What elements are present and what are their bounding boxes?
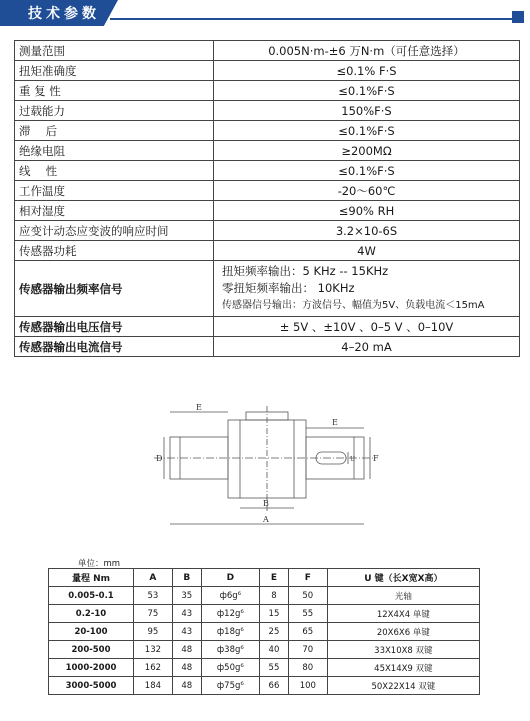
- spec-value: ≤0.1%F·S: [214, 81, 520, 101]
- dimension-cell: ф18g⁶: [201, 623, 259, 641]
- dimension-row: [49, 641, 480, 659]
- dimension-cell: 45X14X9 双键: [327, 659, 479, 677]
- dimension-cell: 20X6X6 单键: [327, 623, 479, 641]
- dim-label-b: B: [263, 499, 269, 508]
- spec-label: 传感器功耗: [15, 241, 214, 261]
- dimension-cell: 35: [172, 587, 201, 605]
- frequency-signal-line3: 传感器信号输出：方波信号、幅值为5V、负载电流＜15mA: [222, 300, 485, 311]
- spec-row-frequency-signal: [15, 261, 520, 317]
- dimension-cell: 100: [288, 677, 327, 695]
- dimension-cell: ф6g⁶: [201, 587, 259, 605]
- spec-row: [15, 161, 520, 181]
- spec-label: 传感器输出频率信号: [15, 261, 214, 317]
- dimension-header: 量程 Nm: [49, 569, 134, 587]
- dimension-row: [49, 677, 480, 695]
- dimension-cell: 48: [172, 677, 201, 695]
- dimension-cell: 48: [172, 659, 201, 677]
- dim-label-e-left: E: [196, 403, 202, 412]
- spec-row-voltage-signal: [15, 317, 520, 337]
- dimension-cell: 20-100: [49, 623, 134, 641]
- dimension-header-row: [49, 569, 480, 587]
- dimension-header: B: [172, 569, 201, 587]
- dimension-cell: 53: [134, 587, 173, 605]
- dimension-cell: 0.005-0.1: [49, 587, 134, 605]
- spec-value: 150%F·S: [214, 101, 520, 121]
- dimension-cell: 66: [259, 677, 288, 695]
- dimension-cell: 55: [259, 659, 288, 677]
- dimension-row: [49, 587, 480, 605]
- dimension-cell: 70: [288, 641, 327, 659]
- section-header: [0, 0, 530, 26]
- spec-row: [15, 81, 520, 101]
- spec-label: 工作温度: [15, 181, 214, 201]
- dimension-cell: 43: [172, 605, 201, 623]
- dimension-row: [49, 605, 480, 623]
- spec-value: 4–20 mA: [214, 337, 520, 357]
- dimension-cell: 8: [259, 587, 288, 605]
- spec-table: [14, 40, 520, 357]
- spec-value: 0.005N·m-±6 万N·m（可任意选择）: [214, 41, 520, 61]
- dimension-header: F: [288, 569, 327, 587]
- dimension-table: [48, 568, 480, 695]
- spec-label: 应变计动态应变波的响应时间: [15, 221, 214, 241]
- spec-value: ≤0.1%F·S: [214, 161, 520, 181]
- dimension-cell: 0.2-10: [49, 605, 134, 623]
- spec-row: [15, 121, 520, 141]
- spec-value: ≥200MΩ: [214, 141, 520, 161]
- spec-value: 4W: [214, 241, 520, 261]
- spec-value: ≤90% RH: [214, 201, 520, 221]
- spec-row: [15, 221, 520, 241]
- dimension-cell: 15: [259, 605, 288, 623]
- spec-row: [15, 41, 520, 61]
- dimension-cell: 50: [288, 587, 327, 605]
- spec-value: ≤0.1%F·S: [214, 121, 520, 141]
- frequency-signal-line1: 扭矩频率输出：5 KHz -- 15KHz: [222, 264, 389, 278]
- dimension-cell: 25: [259, 623, 288, 641]
- dimension-cell: ф75g⁶: [201, 677, 259, 695]
- spec-value: ± 5V 、±10V 、0–5 V 、0–10V: [214, 317, 520, 337]
- dimension-cell: ф50g⁶: [201, 659, 259, 677]
- spec-label: 绝缘电阻: [15, 141, 214, 161]
- spec-row: [15, 101, 520, 121]
- dimension-cell: 95: [134, 623, 173, 641]
- spec-label: 相对湿度: [15, 201, 214, 221]
- dimension-cell: 1000-2000: [49, 659, 134, 677]
- spec-label: 滞 后: [15, 121, 214, 141]
- dim-label-d: D: [156, 454, 163, 463]
- spec-label: 过载能力: [15, 101, 214, 121]
- spec-row-current-signal: [15, 337, 520, 357]
- sensor-dimension-diagram: [150, 402, 380, 537]
- dimension-header: A: [134, 569, 173, 587]
- spec-label: 传感器输出电流信号: [15, 337, 214, 357]
- dimension-cell: 65: [288, 623, 327, 641]
- section-title: 技术参数: [28, 6, 100, 22]
- dimension-cell: 55: [288, 605, 327, 623]
- spec-label: 传感器输出电压信号: [15, 317, 214, 337]
- spec-row: [15, 241, 520, 261]
- dimension-cell: 43: [172, 623, 201, 641]
- header-square-icon: [512, 11, 524, 23]
- dimension-cell: 33X10X8 双键: [327, 641, 479, 659]
- dim-label-e-right: E: [332, 418, 338, 427]
- dimension-cell: 40: [259, 641, 288, 659]
- dimension-row: [49, 623, 480, 641]
- dimension-cell: 75: [134, 605, 173, 623]
- dimension-cell: 132: [134, 641, 173, 659]
- dimension-cell: 12X4X4 单键: [327, 605, 479, 623]
- frequency-signal-details: [214, 261, 520, 317]
- spec-label: 测量范围: [15, 41, 214, 61]
- frequency-signal-line2: 零扭矩频率输出： 10KHz: [222, 281, 355, 295]
- spec-row: [15, 181, 520, 201]
- dimension-cell: 48: [172, 641, 201, 659]
- dim-label-f: F: [373, 454, 379, 463]
- dimension-header: D: [201, 569, 259, 587]
- dimension-cell: 184: [134, 677, 173, 695]
- spec-row: [15, 201, 520, 221]
- dimension-cell: ф12g⁶: [201, 605, 259, 623]
- spec-value: ≤0.1% F·S: [214, 61, 520, 81]
- spec-row: [15, 141, 520, 161]
- spec-row: [15, 61, 520, 81]
- spec-value: 3.2×10-6S: [214, 221, 520, 241]
- dimension-header: E: [259, 569, 288, 587]
- dimension-cell: 3000-5000: [49, 677, 134, 695]
- spec-label: 重 复 性: [15, 81, 214, 101]
- dimension-cell: 80: [288, 659, 327, 677]
- dimension-cell: 162: [134, 659, 173, 677]
- dim-label-u: U: [350, 456, 356, 463]
- spec-label: 扭矩准确度: [15, 61, 214, 81]
- unit-note: 单位：mm: [78, 559, 121, 569]
- dimension-cell: 光轴: [327, 587, 479, 605]
- dimension-cell: ф38g⁶: [201, 641, 259, 659]
- dimension-header: U 键（长X宽X高）: [327, 569, 479, 587]
- dim-label-a: A: [263, 515, 269, 524]
- dimension-row: [49, 659, 480, 677]
- spec-value: -20～60℃: [214, 181, 520, 201]
- dimension-cell: 50X22X14 双键: [327, 677, 479, 695]
- dimension-cell: 200-500: [49, 641, 134, 659]
- spec-label: 线 性: [15, 161, 214, 181]
- header-rule: [110, 18, 520, 20]
